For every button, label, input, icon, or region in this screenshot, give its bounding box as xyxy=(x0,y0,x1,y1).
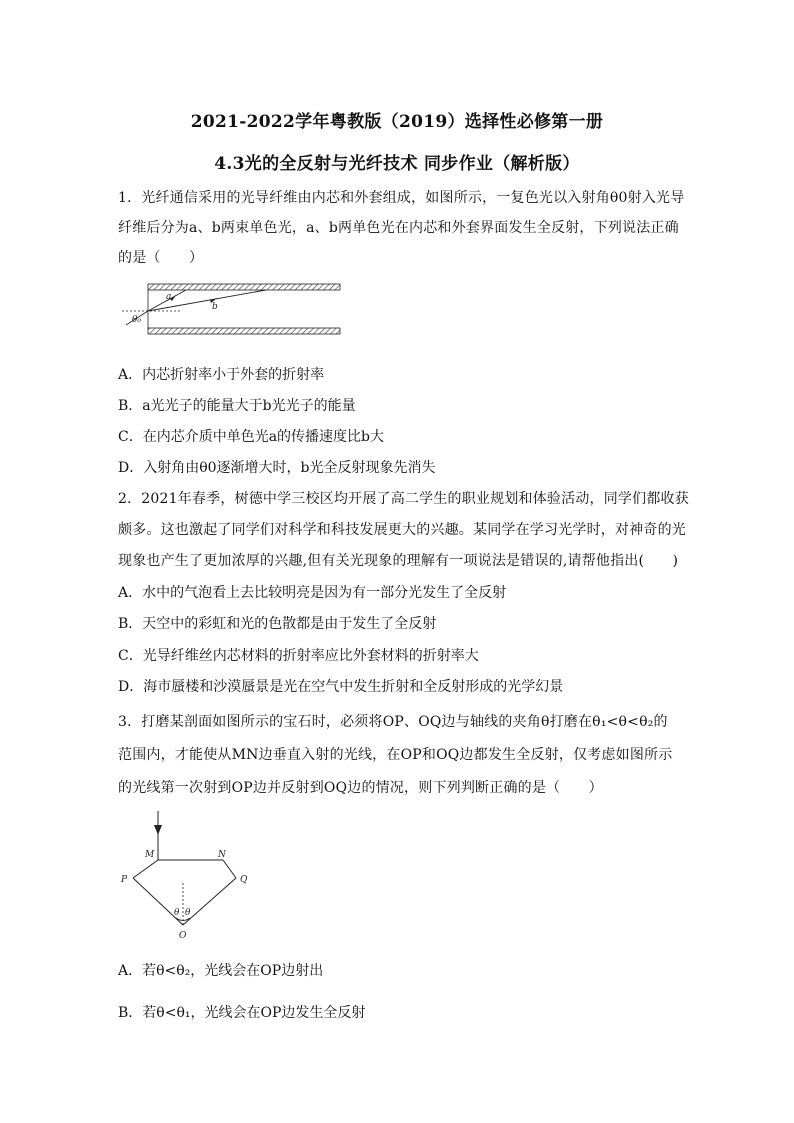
q1-stem-line1: 1．光纤通信采用的光导纤维由内芯和外套组成，如图所示，一复色光以入射角θ0射入光导 xyxy=(118,190,685,206)
q2-option-c: C．光导纤维丝内芯材料的折射率应比外套材料的折射率大 xyxy=(118,648,479,664)
label-P: P xyxy=(121,875,128,885)
edge-MP xyxy=(133,860,158,878)
q1-stem-line2: 纤维后分为a、b两束单色光，a、b两单色光在内芯和外套界面发生全反射，下列说法正确 xyxy=(118,220,679,236)
label-b: b xyxy=(212,302,218,312)
q3-stem-line2: 范围内，才能使从MN边垂直入射的光线，在OP和OQ边都发生全反射，仅考虑如图所示 xyxy=(118,747,673,763)
q1-option-d: D．入射角由θ0逐渐增大时，b光全反射现象先消失 xyxy=(118,460,436,476)
q1-option-a: A．内芯折射率小于外套的折射率 xyxy=(118,367,325,383)
q2-option-d: D．海市蜃楼和沙漠蜃景是光在空气中发生折射和全反射形成的光学幻景 xyxy=(118,679,564,695)
label-Q: Q xyxy=(240,875,248,885)
q2-option-b: B．天空中的彩虹和光的色散都是由于发生了全反射 xyxy=(118,616,437,632)
doc-title-line2: 4.3光的全反射与光纤技术 同步作业（解析版） xyxy=(214,154,580,174)
q3-option-a: A．若θ<θ₂，光线会在OP边射出 xyxy=(118,963,324,979)
q2-stem-line3: 现象也产生了更加浓厚的兴趣,但有关光现象的理解有一项说法是错误的,请帮他指出( ) xyxy=(118,553,679,569)
label-O: O xyxy=(179,931,187,941)
label-a: a xyxy=(166,292,172,302)
q1-option-c: C．在内芯介质中单色光a的传播速度比b大 xyxy=(118,429,385,445)
q1-option-b: B．a光光子的能量大于b光光子的能量 xyxy=(118,398,356,414)
fiber-top-cladding xyxy=(148,284,340,290)
label-theta-left: θ xyxy=(174,908,180,918)
q3-stem-line3: 的光线第一次射到OP边并反射到OQ边的情况，则下列判断正确的是（ ） xyxy=(118,780,603,796)
q2-stem-line2: 颇多。这也激起了同学们对科学和科技发展更大的兴趣。某同学在学习光学时，对神奇的光 xyxy=(118,522,686,538)
gemstone-figure xyxy=(118,805,258,945)
edge-NQ xyxy=(223,860,236,878)
q1-stem-line3: 的是（ ） xyxy=(118,250,204,266)
fiber-bottom-cladding xyxy=(148,328,340,334)
doc-title-line1: 2021-2022学年粤教版（2019）选择性必修第一册 xyxy=(190,112,604,132)
label-theta-right: θ xyxy=(185,908,191,918)
q3-stem-line1: 3．打磨某剖面如图所示的宝石时，必须将OP、OQ边与轴线的夹角θ打磨在θ₁<θ<θ₂的 xyxy=(118,714,668,730)
q2-option-a: A．水中的气泡看上去比较明亮是因为有一部分光发生了全反射 xyxy=(118,585,507,601)
label-theta0: θ₀ xyxy=(132,315,142,325)
optical-fiber-figure xyxy=(118,280,348,342)
q2-stem-line1: 2．2021年春季，树德中学三校区均开展了高二学生的职业规划和体验活动，同学们都收获 xyxy=(118,491,689,507)
label-N: N xyxy=(218,850,226,860)
q3-option-b: B．若θ<θ₁，光线会在OP边发生全反射 xyxy=(118,1005,366,1021)
label-M: M xyxy=(145,850,155,860)
edge-OQ xyxy=(183,878,236,925)
